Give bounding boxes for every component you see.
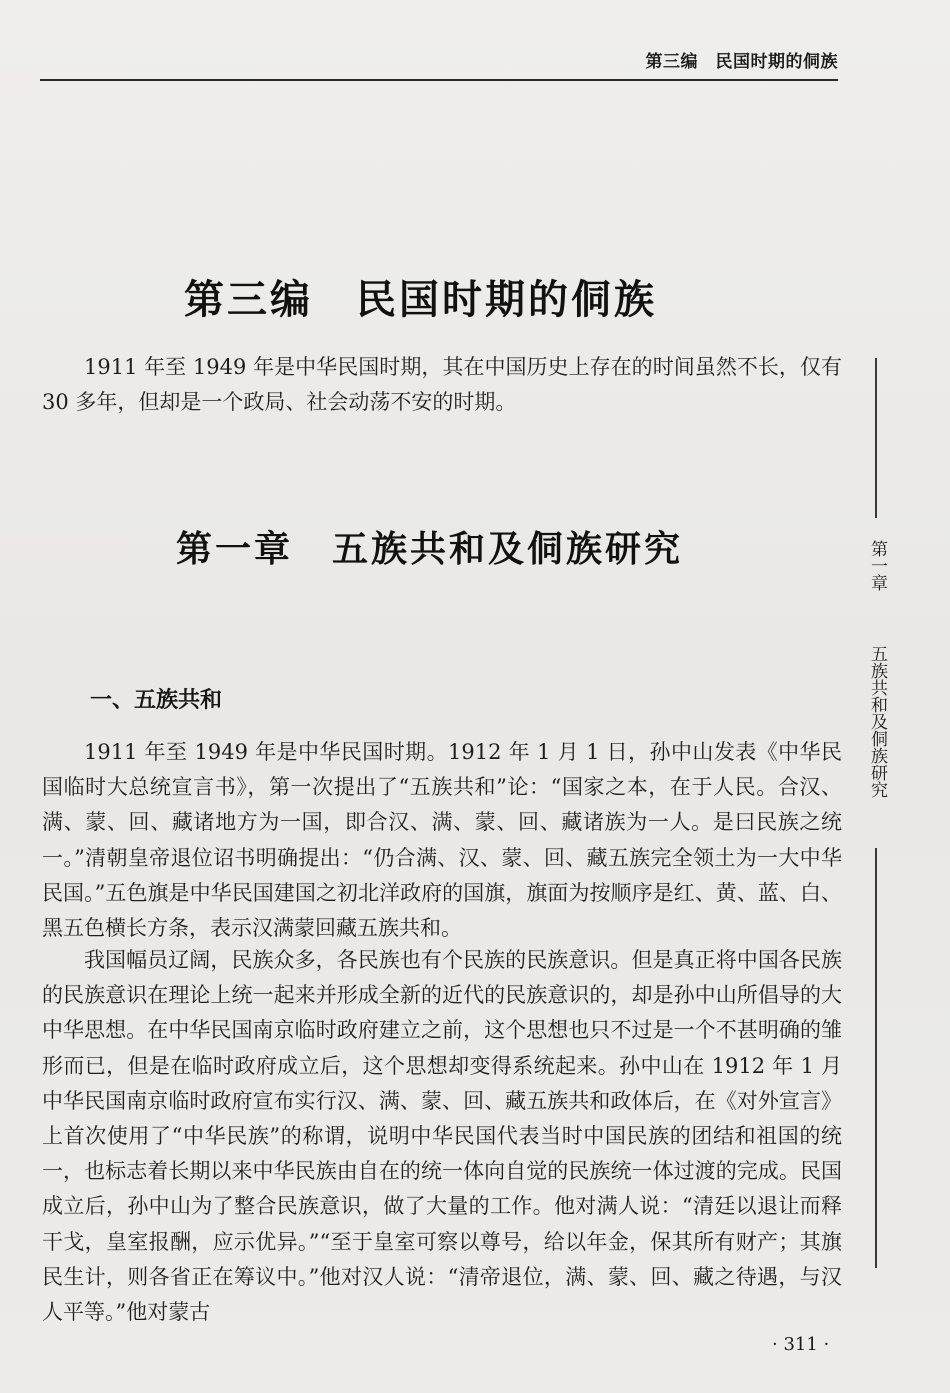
part-title: 第三编 民国时期的侗族 bbox=[184, 276, 657, 323]
side-label-topic: 五族共和及侗族研究 bbox=[867, 645, 887, 798]
body-paragraph-1: 1911 年至 1949 年是中华民国时期。1912 年 1 月 1 日，孙中山发表《中华民国临时大总统宣言书》，第一次提出了“五族共和”论：“国家之本，在于人民。合汉、满、蒙、回、藏诸地方为一国，即合汉、满、蒙、回、藏诸族为一人。是曰民族之统一。”清朝皇帝退位诏书明确提出：“仍合满、汉、蒙、回、藏五族完全领土为一大中华民国。”五色旗是中华民国建国之初北洋政府的国旗，旗面为按顺序是红、黄、蓝、白、黑五色横长方条，表示汉满蒙回藏五族共和。 bbox=[42, 740, 842, 941]
side-rule-top bbox=[875, 358, 877, 518]
chapter-title: 第一章 五族共和及侗族研究 bbox=[176, 528, 684, 570]
intro-paragraph: 1911 年至 1949 年是中华民国时期，其在中国历史上存在的时间虽然不长，仅有 30 多年，但却是一个政局、社会动荡不安的时期。 bbox=[42, 355, 842, 415]
side-rule-bottom bbox=[875, 848, 877, 1268]
section-title: 一、五族共和 bbox=[90, 687, 223, 713]
header-rule bbox=[40, 79, 838, 81]
body-paragraph-2: 我国幅员辽阔，民族众多，各民族也有个民族的民族意识。但是真正将中国各民族的民族意识在理论上统一起来并形成全新的近代的民族意识的，却是孙中山所倡导的大中华思想。在中华民国南京临时政府建立之前，这个思想也只不过是一个不甚明确的雏形而已，但是在临时政府成立后，这个思想却变得系统起来。孙中山在 1912 年 1 月中华民国南京临时政府宣布实行汉、满、蒙、回、藏五族共和政体后，在《对外宣言》上首次使用了“中华民族”的称谓，说明中华民国代表当时中国民族的团结和祖国的统一，也标志着长期以来中华民族由自在的统一体向自觉的民族统一体过渡的完成。民国成立后，孙中山为了整合民族意识，做了大量的工作。他对满人说：“清廷以退让而释干戈，皇室报酬，应示优异。”“至于皇室可察以尊号，给以年金，保其所有财产；其旗民生计，则各省正在筹议中。”他对汉人说：“清帝退位，满、蒙、回、藏之待遇，与汉人平等。”他对蒙古 bbox=[42, 948, 842, 1325]
running-head: 第三编 民国时期的侗族 bbox=[645, 52, 838, 72]
side-label-chapter: 第一章 bbox=[867, 540, 887, 591]
page-number: · 311 · bbox=[772, 1334, 830, 1355]
